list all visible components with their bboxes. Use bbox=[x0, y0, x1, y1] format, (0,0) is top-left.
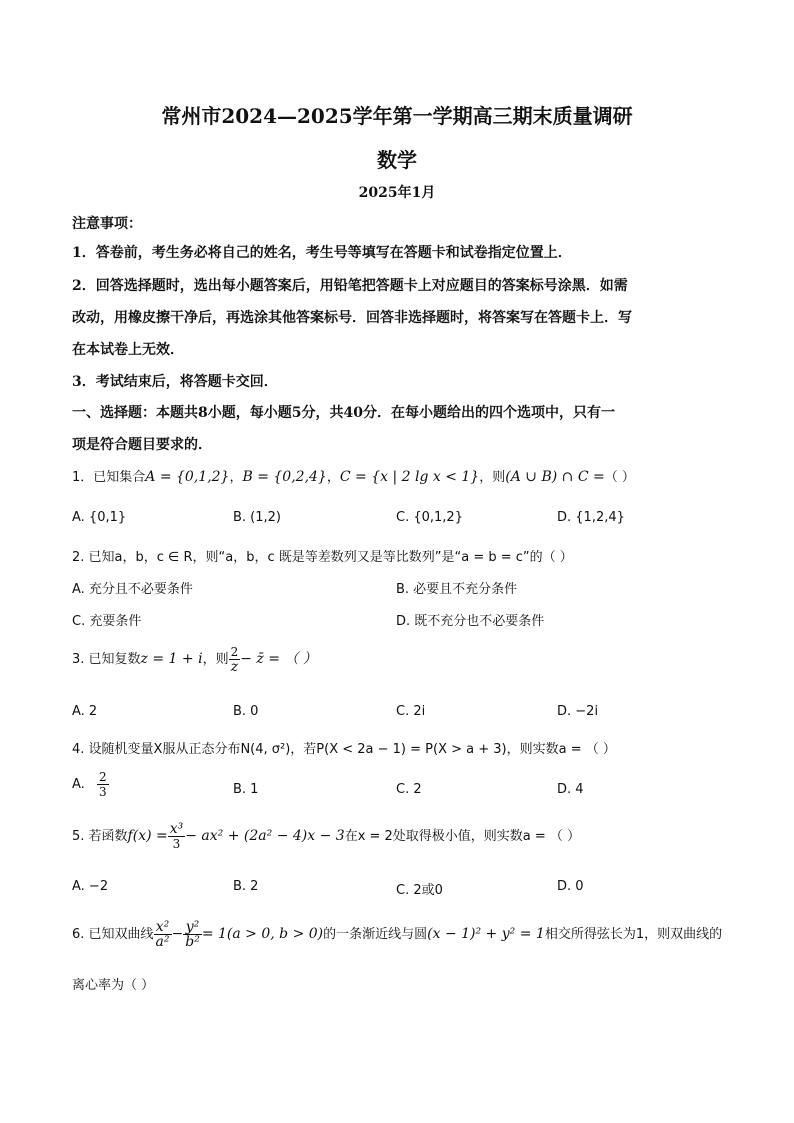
subject-title: 数学 bbox=[377, 148, 417, 172]
q3-option-d: D. −2i bbox=[557, 704, 599, 719]
notice-item-2-line-2: 改动，用橡皮擦干净后，再选涂其他答案标号．回答非选择题时，将答案写在答题卡上．写 bbox=[72, 310, 632, 326]
q4-option-a-label: A. bbox=[72, 777, 85, 792]
q5-f: f(x) = bbox=[127, 828, 168, 844]
q1-expr: (A ∪ B) ∩ C = bbox=[505, 469, 605, 485]
notice-item-2-line-1: 2．回答选择题时，选出每小题答案后，用铅笔把答题卡上对应题目的答案标号涂黑．如需 bbox=[72, 278, 628, 294]
q3-numerator: 2 bbox=[230, 645, 239, 659]
q4-option-a-numerator: 2 bbox=[98, 770, 107, 784]
q6-numerator-1: x² bbox=[154, 920, 172, 935]
q5-option-a: A. −2 bbox=[72, 879, 109, 894]
q6-denominator-2: b² bbox=[185, 934, 200, 950]
q1-prefix: 1．已知集合 bbox=[72, 470, 146, 485]
question-4-stem: 4. 设随机变量X服从正态分布N(4, σ²)，若P(X < 2a − 1) = P(X > a + 3)，则实数a = （ ） bbox=[72, 742, 616, 757]
q4-option-d: D. 4 bbox=[557, 782, 584, 797]
q1-option-d: D. {1,2,4} bbox=[557, 510, 625, 525]
q1-set-a: A = {0,1,2} bbox=[145, 469, 230, 485]
notice-heading: 注意事项： bbox=[72, 216, 142, 232]
q6-fraction-1 bbox=[154, 920, 172, 949]
q4-option-a-denominator: 3 bbox=[98, 785, 107, 799]
q6-line-2: 离心率为（ ） bbox=[72, 978, 155, 993]
question-6-stem bbox=[72, 920, 722, 949]
q3-option-a: A. 2 bbox=[72, 704, 98, 719]
q5-numerator: x³ bbox=[169, 821, 184, 837]
q2-option-d: D. 既不充分也不必要条件 bbox=[396, 614, 545, 629]
q2-option-b: B. 必要且不充分条件 bbox=[396, 582, 518, 597]
q5-prefix: 5. 若函数 bbox=[72, 829, 128, 844]
section-1-line-2: 项是符合题目要求的． bbox=[72, 437, 212, 453]
exam-date: 2025年1月 bbox=[358, 185, 436, 201]
q1-paren: （ ） bbox=[604, 470, 635, 485]
q6-eq: = 1(a > 0, b > 0) bbox=[201, 926, 324, 942]
q3-z-def: z = 1 + i bbox=[140, 651, 203, 667]
q5-fraction bbox=[168, 822, 186, 851]
q4-option-b: B. 1 bbox=[233, 782, 259, 797]
q4-option-a-fraction bbox=[97, 770, 109, 799]
q1-option-c: C. {0,1,2} bbox=[396, 510, 463, 525]
q1-set-b: B = {0,2,4} bbox=[242, 469, 327, 485]
notice-item-3: 3．考试结束后，将答题卡交回． bbox=[72, 374, 278, 390]
q1-option-b: B. (1,2) bbox=[233, 510, 282, 525]
question-5-stem bbox=[72, 822, 580, 851]
q6-prefix: 6. 已知双曲线 bbox=[72, 927, 154, 942]
q5-tail: 在x = 2处取得极小值，则实数a = （ ） bbox=[344, 829, 581, 844]
q6-mid: 的一条渐近线与圆 bbox=[323, 927, 428, 942]
q5-rest: − ax² + (2a² − 4)x − 3 bbox=[185, 828, 345, 844]
q6-tail: 相交所得弦长为1，则双曲线的 bbox=[544, 927, 723, 942]
q1-option-a: A. {0,1} bbox=[72, 510, 127, 525]
q6-numerator-2: y² bbox=[183, 920, 202, 935]
q3-denominator: z bbox=[230, 659, 239, 675]
q6-denominator-1: a² bbox=[155, 934, 170, 950]
q6-fraction-2 bbox=[183, 920, 202, 949]
q2-option-c: C. 充要条件 bbox=[72, 614, 142, 629]
q3-mid: ，则 bbox=[202, 652, 229, 667]
q5-option-d: D. 0 bbox=[557, 879, 584, 894]
q1-ask: ，则 bbox=[479, 470, 506, 485]
q3-fraction bbox=[229, 645, 241, 674]
q3-option-b: B. 0 bbox=[233, 704, 259, 719]
q6-minus: − bbox=[171, 926, 184, 942]
notice-item-1: 1．答卷前，考生务必将自己的姓名，考生号等填写在答题卡和试卷指定位置上． bbox=[72, 245, 572, 261]
q5-denominator: 3 bbox=[172, 837, 181, 851]
question-1-stem: 1．已知集合A = {0,1,2}，B = {0,2,4}，C = {x | 2 lg x < 1}，则(A ∪ B) ∩ C =（ ） bbox=[72, 469, 635, 485]
q1-set-c: C = {x | 2 lg x < 1} bbox=[339, 469, 480, 485]
q3-tail: − z̄ = （ ） bbox=[240, 651, 317, 667]
q2-option-a: A. 充分且不必要条件 bbox=[72, 582, 193, 597]
q6-circle: (x − 1)² + y² = 1 bbox=[427, 926, 545, 942]
question-3-stem bbox=[72, 645, 317, 674]
q5-option-c: C. 2或0 bbox=[396, 883, 443, 898]
q3-option-c: C. 2i bbox=[396, 704, 426, 719]
notice-item-2-line-3: 在本试卷上无效． bbox=[72, 342, 184, 358]
question-2-stem: 2. 已知a，b，c ∈ R，则“a，b，c 既是等差数列又是等比数列”是“a = b = c”的（ ） bbox=[72, 550, 573, 565]
section-1-line-1: 一、选择题：本题共8小题，每小题5分，共40分．在每小题给出的四个选项中，只有一 bbox=[72, 405, 615, 421]
q4-option-a bbox=[72, 770, 109, 799]
q3-prefix: 3. 已知复数 bbox=[72, 652, 141, 667]
q4-option-c: C. 2 bbox=[396, 782, 422, 797]
exam-title: 常州市2024—2025学年第一学期高三期末质量调研 bbox=[161, 104, 633, 128]
q5-option-b: B. 2 bbox=[233, 879, 259, 894]
